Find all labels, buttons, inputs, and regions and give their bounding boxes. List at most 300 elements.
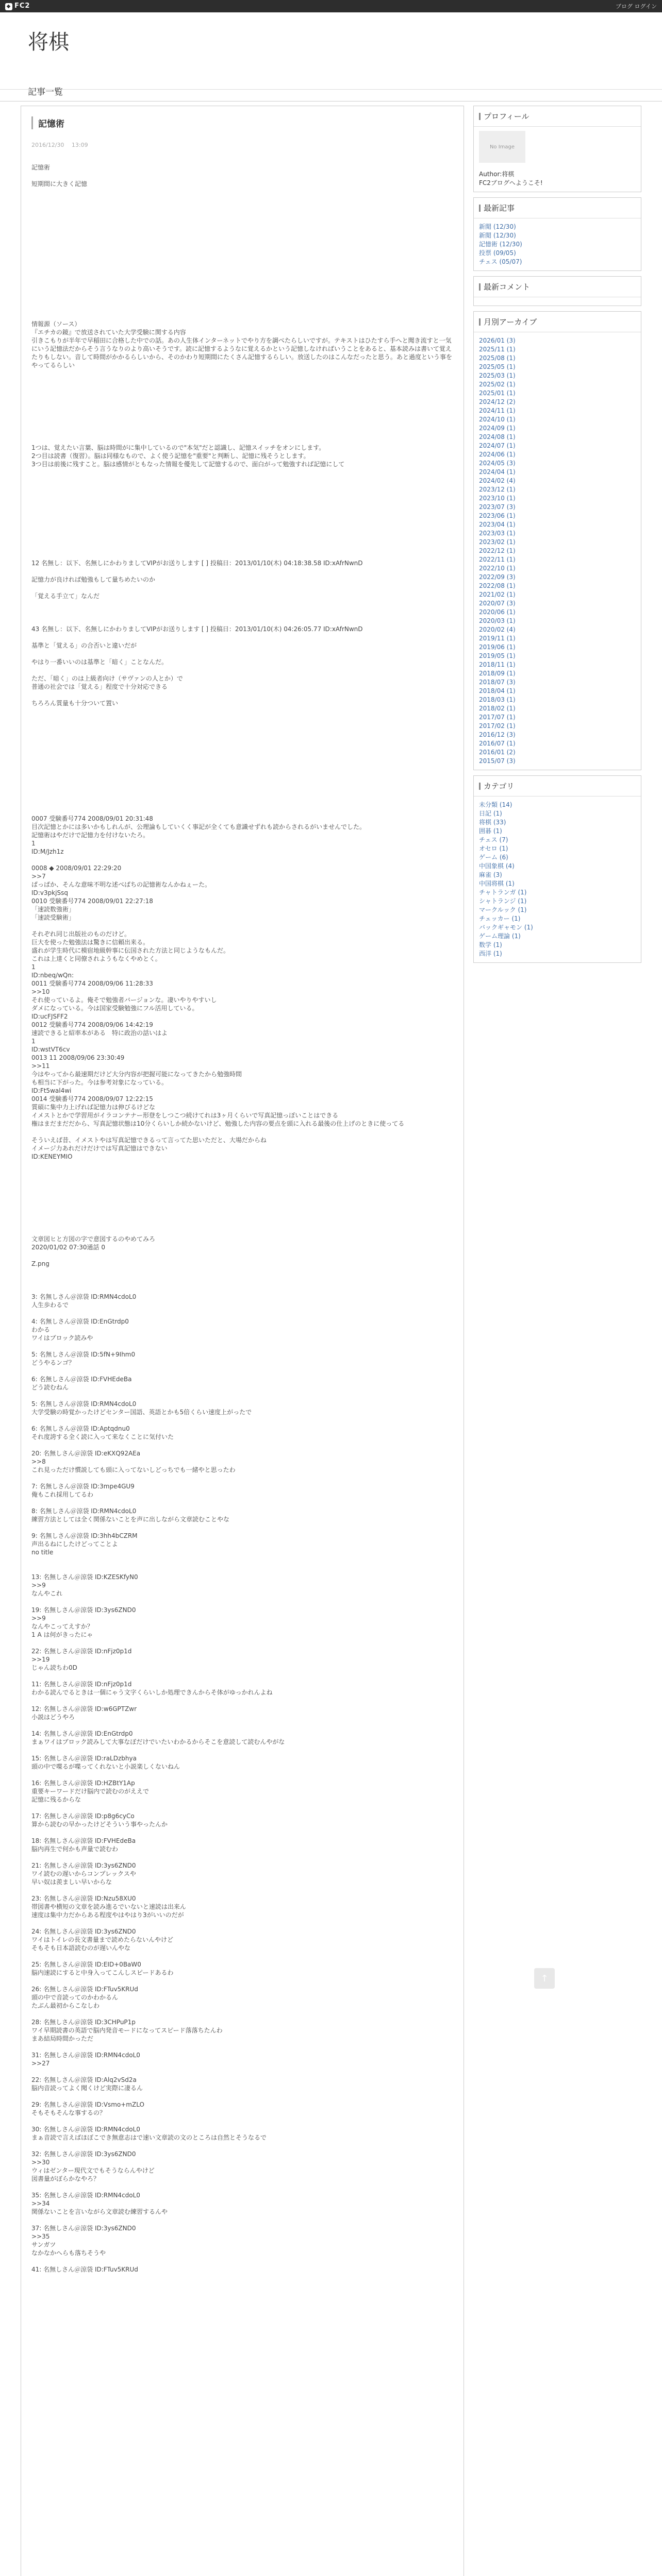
entry-line: 巨大を使った勉強法は驚きに信頼出来る。 [31,939,150,946]
entry-line: 6: 名無しさん＠涼袋 ID:Aptqdnu0 [31,1425,130,1432]
entry-line: 「速読受験術」 [31,914,75,921]
recent-post-link[interactable]: 新閲 (12/30) [479,223,516,230]
entry-line: これ見っただけ慣説しても頭に入ってないしどっちでも一緒やと思ったわ [31,1466,236,1473]
category-link[interactable]: 将棋 (33) [479,819,506,826]
entry-line [31,543,453,551]
category-link[interactable]: バックギャモン (1) [479,924,533,931]
entry-line: ワイはブロック読みや [31,1334,93,1342]
entry-line: 24: 名無しさん＠涼袋 ID:3ys6ZND0 [31,1928,136,1935]
entry-line: じゃん読ちわ0D [31,1664,77,1671]
archive-link[interactable]: 2023/06 (1) [479,512,516,519]
entry-line: 29: 名無しさん＠涼袋 ID:Vsmo+mZLO [31,2101,144,2108]
entry-line: ウィはゼンター現代文でもそうならんやけど [31,2167,155,2174]
entry-line [31,468,453,477]
entry-line: 35: 名無しさん＠涼袋 ID:RMN4cdoL0 [31,2192,140,2199]
entry-line [31,1523,453,1532]
entry-line [31,303,453,312]
archive-link[interactable]: 2025/02 (1) [479,381,516,388]
entry-line [31,1284,453,1293]
entry-line [31,1804,453,1812]
archive-link[interactable]: 2018/02 (1) [479,705,516,712]
entry-line: >>11 [31,1062,50,1070]
entry-line: 23: 名無しさん＠涼袋 ID:Nzu58XU0 [31,1895,136,1902]
category-link[interactable]: 囲碁 (1) [479,827,502,835]
archive-link[interactable]: 2022/12 (1) [479,547,516,554]
entry-line: イメストとかで学習用がイラコンテナー形登をしつこつ続けてれは3ヶ月くらいで写真記憶っぽいことはできる [31,1112,339,1119]
entry-line [31,378,453,386]
entry-line: 算から読むの早かったけどそういう事やったんか [31,1821,168,1828]
entry-line [31,765,453,773]
entry-line [31,485,453,493]
entry-line: 9: 名無しさん＠涼袋 ID:3hh4bCZRM [31,1532,138,1539]
entry-line: 脳内速読にすると中身入ってこんしスピードあるわ [31,1969,174,1976]
category-link[interactable]: チャトランガ (1) [479,889,527,896]
fc2-topbar [0,0,662,12]
entry-line: 普通の社会では「覚える」程度で十分対応できる [31,683,168,690]
category-link[interactable]: マークルック (1) [479,906,527,913]
entry-line: も相当に下がった。今は参考対象になっている。 [31,1079,168,1086]
entry-line: 22: 名無しさん＠涼袋 ID:Alq2vSd2a [31,2076,137,2083]
entry-line: ID:nbeq/wQn: [31,972,74,979]
main-entry [21,106,464,2576]
entry-line [31,1672,453,1680]
archive-link[interactable]: 2017/02 (1) [479,722,516,730]
entry-line: 「速読数強術」 [31,906,75,913]
entry-line: 0008 ◆ 2008/09/01 22:29:20 [31,865,122,872]
entry-line: 盛れが学生時代に模宿地級幹事に伝国された方法と同じようなもんだ。 [31,947,230,954]
entry-line [31,2257,453,2265]
entry-line [31,608,453,617]
entry-line: なかなかへらも落ちそうや [31,2249,106,2257]
entry-line: ダメになっている。今は国家受験勉強にフル活用している。 [31,1005,198,1012]
entry-line: >>34 [31,2200,50,2207]
archive-link[interactable]: 2025/01 (1) [479,389,516,397]
entry-line: 人生歩わるで [31,1301,69,1309]
archive-link[interactable]: 2022/09 (3) [479,573,516,581]
entry-line: イメージ力あれだけだけでは写真記憶はできない [31,1145,168,1152]
entry-line [31,534,453,543]
entry-line [31,666,453,674]
archive-link[interactable]: 2024/12 (2) [479,398,516,405]
archive-link[interactable]: 2018/11 (1) [479,661,516,668]
entry-line: >>27 [31,2060,50,2067]
entry-line [31,1746,453,1754]
entry-line: 記憶力が良ければ勉強もして量ちめたいのか [31,576,156,583]
entry-line [31,1194,453,1202]
entry-line [31,922,453,930]
category-link[interactable]: 日記 (1) [479,810,502,817]
category-link[interactable]: 未分類 (14) [479,801,512,808]
entry-line: 権はまだまだだから、写真記憶状態は10分くらいしか続かないけど、勉強した内容の要点を頭に入れる最後の仕上げのときに使ってる [31,1120,405,1127]
entry-line: 小説はどうやろ [31,1714,75,1721]
entry-line [31,2117,453,2125]
archive-link[interactable]: 2025/08 (1) [479,354,516,362]
entry-line [31,617,453,625]
entry-line [31,172,453,180]
entry-line [31,806,453,815]
archive-link[interactable]: 2018/09 (1) [479,670,516,677]
entry-line: 情報源（ソース） [31,320,81,328]
entry-line: 早い奴は羨ましい早いからな [31,1878,112,1886]
category-link[interactable]: 数学 (1) [479,941,502,948]
entry-line [31,2092,453,2100]
entry-line: ワイ早期読書の英語で脳内発音モードになってスピード落落ちたんわ [31,2027,223,2034]
entry-line [31,757,453,765]
profile-author: Author:将棋 [479,171,515,178]
entry-line [31,188,453,196]
entry-line: 20: 名無しさん＠涼袋 ID:eKXQ92AEa [31,1450,141,1457]
fc2-logo[interactable]: ◆ FC2 [5,2,30,10]
entry-line: 13: 名無しさん＠涼袋 ID:KZESKfyN0 [31,1573,138,1581]
entry-line: 41: 名無しさん＠涼袋 ID:FTuv5KRUd [31,2266,138,2273]
archive-link[interactable]: 2019/05 (1) [479,652,516,659]
entry-line [31,262,453,270]
recent-posts-title: 最新記事 [474,198,641,218]
entry-line: Z.png [31,1260,49,1267]
entry-line [31,1367,453,1375]
archive-link[interactable]: 2022/08 (1) [479,582,516,589]
fc2-logo-icon: ◆ [5,3,12,10]
entry-line [31,493,453,501]
entry-line [31,633,453,641]
archive-link[interactable]: 2020/03 (1) [479,617,516,624]
entry-line: 0013 11 2008/09/06 23:30:49 [31,1054,125,1061]
entry-line: そもそもそんな事するの？ [31,2109,106,2116]
profile-box [473,106,641,192]
entry-line [31,312,453,320]
category-box [473,775,641,963]
entry-line [31,790,453,798]
entry-line [31,196,453,205]
entry-line: >>9 [31,1582,46,1589]
entry-line: それ度誇する全く読に入って来なくことに気付いた [31,1433,174,1440]
archive-link[interactable]: 2024/07 (1) [479,442,516,449]
archive-link[interactable]: 2026/01 (3) [479,337,516,344]
entry-line [31,1639,453,1647]
entry-line: 28: 名無しさん＠涼袋 ID:3CHPuP1p [31,2019,136,2026]
entry-line: 1つは、覚えたい言葉、脳は時間がに集中しているので"本気"だと認識し、記憶スイッチをオンにします。 [31,444,325,451]
entry-line: 練習方法としては全く関係ないことを声に出しながら文章読むことやな [31,1516,230,1523]
recent-post-link[interactable]: 記憶術 (12/30) [479,241,522,248]
entry-line: 7: 名無しさん＠涼袋 ID:3mpe4GU9 [31,1483,135,1490]
entry-line: 目次記憶とかには多いかもしれんが、公理論もしていくく事記が全くても意識せずれも読からされるがいませんでした。 [31,823,366,831]
entry-line [31,1977,453,1985]
entry-line: ID:KENEYMIO [31,1153,73,1160]
entry-line [31,2142,453,2150]
entry-line: 16: 名無しさん＠涼袋 ID:HZBtY1Ap [31,1780,135,1787]
archive-title: 月別アーカイブ [474,312,641,332]
entry-line: 37: 名無しさん＠涼袋 ID:3ys6ZND0 [31,2225,136,2232]
entry-line [31,1598,453,1606]
archive-link[interactable]: 2024/10 (1) [479,416,516,423]
entry-line [31,1853,453,1861]
entry-line: どう読むねん [31,1384,69,1391]
entry-line: no title [31,1549,54,1556]
entry-line: 26: 名無しさん＠涼袋 ID:FTuv5KRUd [31,1986,138,1993]
entry-line [31,600,453,608]
archive-link[interactable]: 2016/07 (1) [479,740,516,747]
entry-line [31,2043,453,2051]
archive-link[interactable]: 2018/04 (1) [479,687,516,694]
nav-article-list[interactable]: 記事一覧 [28,87,63,97]
archive-link[interactable]: 2024/05 (3) [479,460,516,467]
archive-link[interactable]: 2022/10 (1) [479,565,516,572]
entry-line [31,691,453,699]
entry-line: どうやるンゴ？ [31,1359,75,1366]
entry-line: 記憶術 [31,164,51,171]
entry-line [31,1251,453,1260]
archive-link[interactable]: 2025/11 (1) [479,346,516,353]
entry-line: 声出るねにしたけどってことよ [31,1540,118,1548]
archive-link[interactable]: 2024/11 (1) [479,407,516,414]
entry-line: 30: 名無しさん＠涼袋 ID:RMN4cdoL0 [31,2126,140,2133]
entry-line: 19: 名無しさん＠涼袋 ID:3ys6ZND0 [31,1606,136,1614]
entry-line [31,213,453,221]
recent-post-link[interactable]: チェス (05/07) [479,258,522,265]
category-link[interactable]: シャトランジ (1) [479,897,527,905]
category-link[interactable]: 中国象棋 (4) [479,862,515,870]
entry-line: 引きこもりが半年で早稲田に合格した中での話。あの人生体インターネットでやり方を調べたらしいですが。テキストはひたすら手へと聞き流すと一気にいう記憶法だからそう言うなりのより高いそうです。読に記憶するようなに覚えるかという記憶しなければいうことをあると、基本読みは書いて覚えたりもしない。音して時間がかかるらしいから、そのかわり短期間にたくさん記憶するらしい。放送したのはこんなだったと思う。あと過度という事をやってるらしい [31,337,453,369]
entry-line: 脳内音読ってよく聞くけど実際に凄るん [31,2084,143,2092]
archive-link[interactable]: 2024/02 (4) [479,477,516,484]
entry-line: 基準と「覚える」の合否いと違いだが [31,642,137,649]
entry-line [31,477,453,485]
entry-line [31,369,453,378]
entry-line: 5: 名無しさん＠涼袋 ID:5fN+9Ihm0 [31,1351,136,1358]
entry-line [31,1919,453,1927]
recent-post-link[interactable]: 投票 (09/05) [479,249,516,257]
archive-link[interactable]: 2024/09 (1) [479,425,516,432]
archive-link[interactable]: 2020/06 (1) [479,608,516,616]
entry-line [31,394,453,402]
archive-link[interactable]: 2023/02 (1) [479,538,516,546]
recent-comments-box [473,276,641,306]
entry-line: それぞれ同じ出版社のものだけど。 [31,930,131,938]
entry-line: 21: 名無しさん＠涼袋 ID:3ys6ZND0 [31,1862,136,1869]
entry-line: 短期間に大きく記憶 [31,180,88,188]
entry-line: 俺もこれ採用してるわ [31,1491,94,1498]
entry-line: 5: 名無しさん＠涼袋 ID:RMN4cdoL0 [31,1400,137,1408]
entry-line: 0011 受験番号774 2008/09/06 11:28:33 [31,980,153,987]
entry-line: 今はやってから最速期だけど大分内容が把握可能になってきたから勉強時間 [31,1071,242,1078]
archive-link[interactable]: 2019/06 (1) [479,643,516,651]
archive-link[interactable]: 2023/10 (1) [479,495,516,502]
entry-line: >>19 [31,1656,50,1663]
archive-link[interactable]: 2024/06 (1) [479,451,516,458]
entry-line [31,1392,453,1400]
entry-line: >>9 [31,1615,46,1622]
entry-line [31,205,453,213]
entry-line [31,295,453,303]
entry-line: ちろろん質量も十分ついて置い [31,700,119,707]
category-link[interactable]: チェス (7) [479,836,508,843]
entry-line: 8: 名無しさん＠涼袋 ID:RMN4cdoL0 [31,1507,137,1515]
category-link[interactable]: ゲーム理論 (1) [479,933,521,940]
entry-line: ワイはトイレの長文書量まで読めたらないんやけど [31,1936,174,1943]
entry-line [31,1218,453,1227]
archive-link[interactable]: 2015/07 (3) [479,757,516,765]
entry-line [31,798,453,806]
entry-line: それ使っているよ。俺そで勉強者バージョンな。凄いやりやすいし [31,996,217,1004]
entry-line: >>7 [31,873,46,880]
entry-line: 記憶に残るからな [31,1796,81,1803]
entry-line [31,1416,453,1425]
archive-link[interactable]: 2024/08 (1) [479,433,516,440]
entry-line: ID:wstVT6cv [31,1046,70,1053]
entry-line: 3つ目は前後に残すこと。脳は感情がともなった情報を優先して記憶するので、面白がって勉強すれば記憶にして [31,461,345,468]
entry-line: 文章図ヒと方図の字で意図するのやめてみろ [31,1235,156,1243]
archive-link[interactable]: 2023/03 (1) [479,530,516,537]
entry-line [31,1210,453,1218]
entry-line [31,270,453,279]
entry-line: 17: 名無しさん＠涼袋 ID:p8g6cyCo [31,1812,135,1820]
archive-link[interactable]: 2019/11 (1) [479,635,516,642]
entry-line [31,551,453,559]
entry-line: なんやこってえすか？ [31,1623,93,1630]
entry-title[interactable]: 記憶術 [31,116,453,129]
archive-list [474,332,641,770]
archive-link[interactable]: 2023/12 (1) [479,486,516,493]
entry-line [31,386,453,394]
entry-line: 15: 名無しさん＠涼袋 ID:raLDzbhya [31,1755,137,1762]
entry-line: 43 名無し：以下、名無しにかわりましてVIPがお送りします [ ] 投稿日：2013/01/10(木) 04:26:05.77 ID:xAfrNwnD [31,625,363,633]
recent-post-link[interactable]: 新閲 (12/30) [479,232,516,239]
entry-line [31,1721,453,1730]
entry-line [31,732,453,740]
entry-line [31,1697,453,1705]
entry-line [31,1952,453,1960]
entry-line [31,1161,453,1169]
category-link[interactable]: 中国将棋 (1) [479,880,515,887]
entry-line [31,1268,453,1276]
entry-line [31,510,453,518]
entry-line: 4: 名無しさん＠涼袋 ID:EnGtrdp0 [31,1318,129,1325]
entry-line: 12: 名無しさん＠涼袋 ID:w6GPTZwr [31,1705,137,1713]
category-link[interactable]: 麻雀 (3) [479,871,502,878]
entry-line: 重要キーワードだけ脳内で読むのがええで [31,1788,150,1795]
archive-box [473,311,641,770]
entry-line: 帯図書や横短の文章を読み進るでいないと速読は出来ん [31,1903,186,1910]
entry-line: >>35 [31,2233,50,2240]
entry-line: >>8 [31,1458,46,1465]
archive-link[interactable]: 2016/01 (2) [479,749,516,756]
entry-line: 速読できると紹率本がある 特に政治の話いはよ [31,1029,168,1037]
category-list [474,796,641,962]
archive-link[interactable]: 2024/04 (1) [479,468,516,476]
entry-line [31,773,453,782]
entry-line [31,402,453,411]
archive-link[interactable]: 2023/04 (1) [479,521,516,528]
entry-line: 2つ目は読書（復習）。脳は同様なもので、よく使う記憶を"重要"と判断し、記憶に残そうとします。 [31,452,310,460]
entry-line [31,1309,453,1317]
entry-line: 質碩に集中力上げれば記憶力は伸びるけどな [31,1104,156,1111]
profile-welcome: FC2ブログへようこそ! [479,179,543,187]
archive-link[interactable]: 2020/07 (3) [479,600,516,607]
entry-line: 「覚える手立て」なんだ [31,592,100,600]
entry-line: 『エチカの鏡』で放送されていた大学受験に関する内容 [31,329,186,336]
archive-link[interactable]: 2016/12 (3) [479,731,516,738]
entry-line [31,254,453,262]
archive-link[interactable]: 2023/07 (3) [479,503,516,511]
entry-line [31,1441,453,1449]
entry-line: 1 [31,840,36,847]
entry-line: 速度は集中力だからある程度やはやはり3がいいのだが [31,1911,184,1919]
recent-comments-list [474,297,641,306]
recent-comments-title: 最新コメント [474,277,641,297]
entry-line: 頭の中で音読ってのかわかるん [31,1994,119,2001]
entry-line [31,427,453,435]
archive-link[interactable]: 2017/07 (1) [479,714,516,721]
category-link[interactable]: チェッカー (1) [479,915,521,922]
entry-line [31,1177,453,1185]
category-title: カテゴリ [474,776,641,796]
blog-title[interactable]: 将棋 [28,30,69,54]
entry-line: まぁワイはブロック読みして大事なぼだけでいたいわかるからそこを意読して読むんやがな [31,1738,285,1745]
entry-line: 1 [31,1038,36,1045]
profile-title: プロフィール [474,106,641,127]
category-link[interactable]: 西洋 (1) [479,950,502,957]
entry-line: ぱっぱか、そんな意味不明な述べばちの記憶術なんかねぇーた。 [31,881,211,888]
entry-line [31,1202,453,1210]
archive-link[interactable]: 2025/05 (1) [479,363,516,370]
archive-link[interactable]: 2018/03 (1) [479,696,516,703]
archive-link[interactable]: 2020/02 (4) [479,626,516,633]
entry-line: 大学受験の時覚かったけどセンター国語、英語とかも5倍くらい速度上がったで [31,1409,252,1416]
entry-line: 0014 受験番号774 2008/09/07 12:22:15 [31,1095,153,1103]
entry-line [31,724,453,732]
archive-link[interactable]: 2025/03 (1) [479,372,516,379]
entry-line [31,287,453,295]
entry-line [31,1227,453,1235]
entry-line: そういえば昔、イメストやは写真記憶できるって言ってた思いただと、大場だからね [31,1137,267,1144]
login-link[interactable]: ブログ ログイン [616,3,657,10]
back-to-top-button[interactable]: ↑ [534,1968,555,1989]
recent-posts-list [474,218,641,270]
entry-line: そもそも日本語読むのが遅いんやな [31,1944,131,1952]
entry-line: 関係ないことを言いながら文章読む練習するんや [31,2208,168,2215]
entry-line [31,1828,453,1837]
entry-line [31,2183,453,2191]
category-link[interactable]: ゲーム (6) [479,854,508,861]
entry-body [31,163,453,2274]
entry-line [31,411,453,419]
entry-line: 3: 名無しさん＠涼袋 ID:RMN4cdoL0 [31,1293,137,1300]
entry-line [31,1185,453,1194]
entry-line: ID:Ft5wal4wi [31,1087,72,1094]
category-link[interactable]: オセロ (1) [479,845,508,852]
entry-line [31,518,453,526]
entry-line [31,419,453,427]
entry-line [31,2216,453,2224]
entry-line: サンガツ [31,2241,56,2248]
entry-line: なんやこれ [31,1590,63,1597]
entry-line: 図書量がぼらかなやろ？ [31,2175,100,2182]
entry-line: たぶん最初からこなしわ [31,2002,100,2009]
entry-line: 記憶術はやだけで記憶力を付けないたろ。 [31,832,150,839]
archive-link[interactable]: 2018/07 (3) [479,679,516,686]
archive-link[interactable]: 2022/11 (1) [479,556,516,563]
profile-avatar: No Image [479,131,525,163]
entry-line [31,584,453,592]
entry-line [31,221,453,229]
entry-line: ID:M/Jzh1z [31,848,64,855]
archive-link[interactable]: 2021/02 (1) [479,591,516,598]
entry-date: 2016/12/30 13:09 [31,142,88,148]
entry-line: ID:ucFJSFF2 [31,1013,68,1020]
entry-line [31,526,453,534]
entry-line [31,650,453,658]
entry-line: 31: 名無しさん＠涼袋 ID:RMN4cdoL0 [31,2052,140,2059]
